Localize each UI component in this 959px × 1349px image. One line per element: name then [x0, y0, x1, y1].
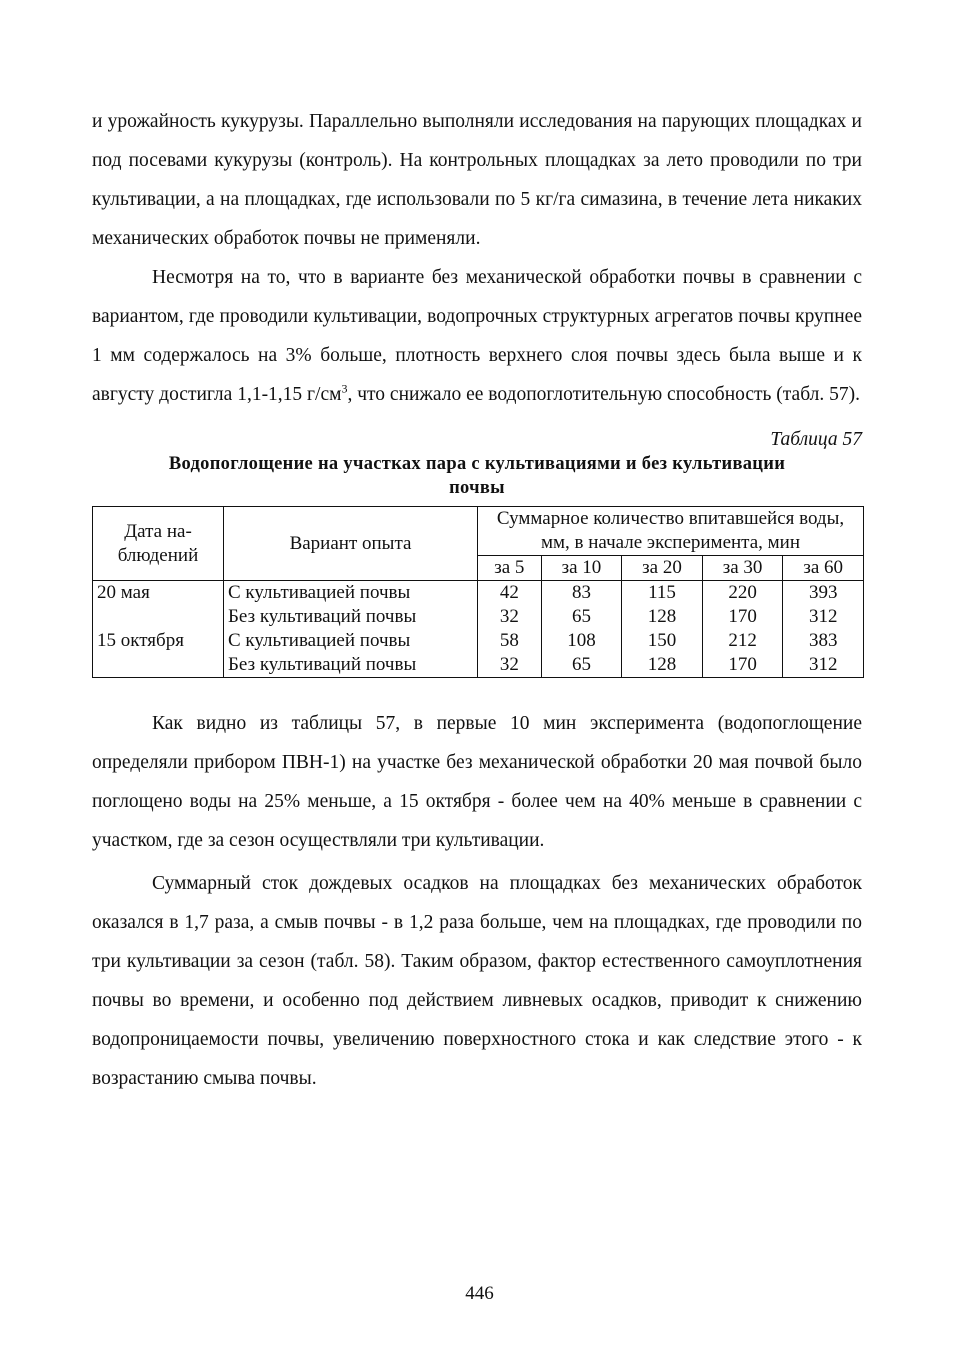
- row-value: 128: [622, 653, 703, 678]
- row-date: [93, 653, 224, 678]
- row-value: 32: [478, 653, 542, 678]
- header-time-30: за 30: [702, 556, 783, 581]
- row-variant: Без культиваций почвы: [224, 653, 478, 678]
- row-date: 20 мая: [93, 581, 224, 606]
- header-time-20: за 20: [622, 556, 703, 581]
- row-value: 383: [783, 629, 864, 653]
- header-time-5: за 5: [478, 556, 542, 581]
- row-value: 220: [702, 581, 783, 606]
- row-date: 15 октября: [93, 629, 224, 653]
- header-total: Суммарное количество впитавшейся воды, мм, в начале эксперимента, мин: [478, 507, 864, 556]
- row-value: 393: [783, 581, 864, 606]
- table-number: Таблица 57: [770, 429, 862, 450]
- paragraph-2-tail: , что снижало ее водопоглотительную способность (табл. 57).: [347, 384, 860, 405]
- table-header-row: [93, 507, 864, 556]
- table-row: [93, 653, 864, 678]
- row-value: 32: [478, 605, 542, 629]
- row-value: 108: [541, 629, 622, 653]
- table-row: [93, 629, 864, 653]
- row-value: 150: [622, 629, 703, 653]
- row-value: 65: [541, 605, 622, 629]
- row-value: 65: [541, 653, 622, 678]
- table-row: [93, 605, 864, 629]
- paragraph-2: [92, 258, 862, 414]
- page-body: [92, 102, 862, 1098]
- header-date: Дата наблюдений: [93, 507, 224, 581]
- row-value: 170: [702, 605, 783, 629]
- row-value: 115: [622, 581, 703, 606]
- row-value: 170: [702, 653, 783, 678]
- row-variant: С культивацией почвы: [224, 581, 478, 606]
- table-title: Водопоглощение на участках пара с культивациями и без культивации почвы: [168, 454, 786, 498]
- row-value: 312: [783, 653, 864, 678]
- row-variant: Без культиваций почвы: [224, 605, 478, 629]
- paragraph-2-text: Несмотря на то, что в варианте без механической обработки почвы в сравнении с вариантом, где проводили культивации, водопрочных структурных агрегатов почвы крупнее 1 мм содержалось на 3% больше, плотность верхнего слоя почвы здесь была выше и к августу достигла 1,1-1,15 г/см: [92, 267, 862, 405]
- page-number: 446: [465, 1283, 494, 1304]
- header-variant: Вариант опыта: [224, 507, 478, 581]
- row-value: 83: [541, 581, 622, 606]
- row-value: 128: [622, 605, 703, 629]
- row-date: [93, 605, 224, 629]
- row-value: 212: [702, 629, 783, 653]
- row-value: 312: [783, 605, 864, 629]
- table-row: [93, 581, 864, 606]
- paragraph-3: Как видно из таблицы 57, в первые 10 мин эксперимента (водопоглощение определяли прибором ПВН-1) на участке без механической обработки 20 мая почвой было поглощено воды на 25% меньше, а 15 октября - более чем на 40% меньше в сравнении с участком, где за сезон осуществляли три культивации.: [92, 713, 862, 851]
- row-value: 58: [478, 629, 542, 653]
- header-time-10: за 10: [541, 556, 622, 581]
- paragraph-1: и урожайность кукурузы. Параллельно выполняли исследования на парующих площадках и под посевами кукурузы (контроль). На контрольных площадках за лето проводили по три культивации, а на площадках, где использовали по 5 кг/га симазина, в течение лета никаких механических обработок почвы не применяли.: [92, 111, 862, 249]
- row-variant: С культивацией почвы: [224, 629, 478, 653]
- water-absorption-table: [92, 506, 864, 678]
- header-time-60: за 60: [783, 556, 864, 581]
- superscript-3: 3: [341, 381, 348, 396]
- row-value: 42: [478, 581, 542, 606]
- paragraph-4: Суммарный сток дождевых осадков на площадках без механических обработок оказался в 1,7 раза, а смыв почвы - в 1,2 раза больше, чем на площадках, где проводили по три культивации за сезон (табл. 58). Таким образом, фактор естественного самоуплотнения почвы во времени, и особенно под действием ливневых осадков, приводит к снижению водопроницаемости почвы, увеличению поверхностного стока и как следствие этого - к возрастанию смыва почвы.: [92, 873, 862, 1089]
